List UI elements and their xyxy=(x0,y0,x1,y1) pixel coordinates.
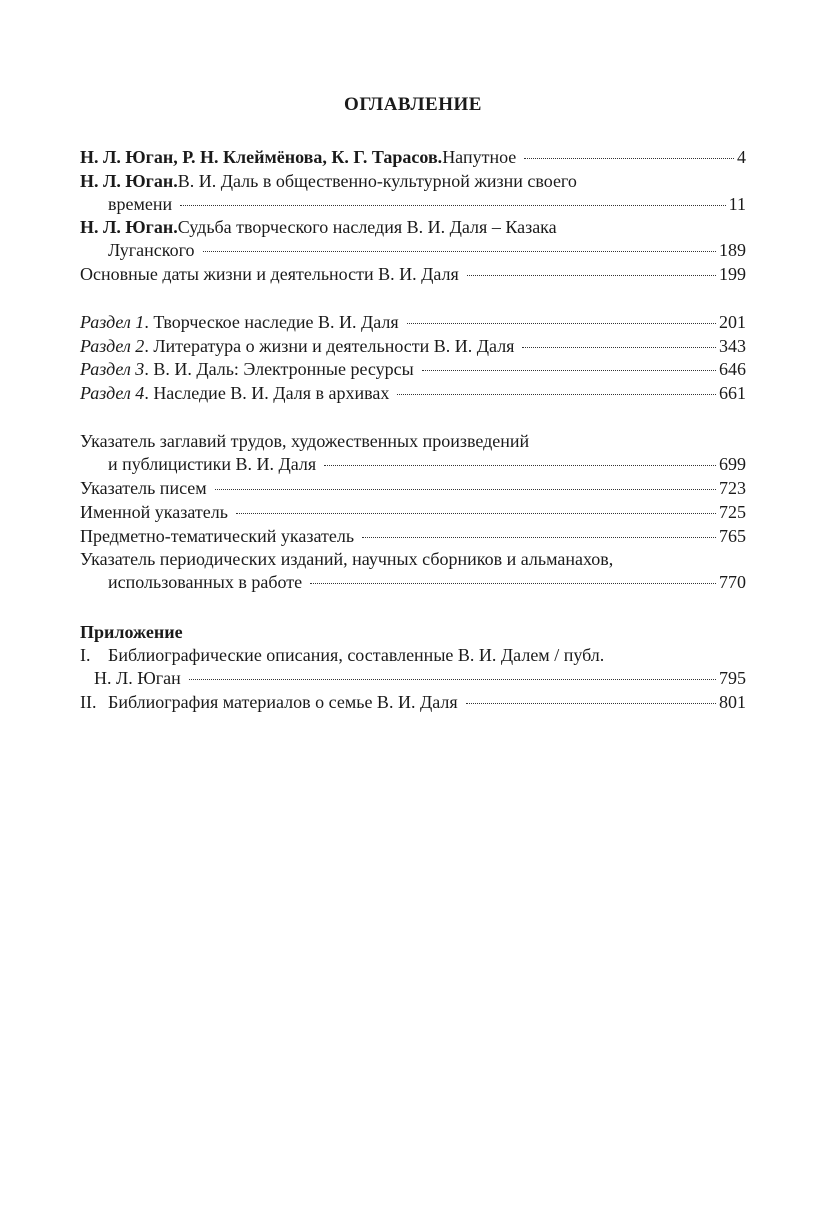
entry-title-cont: времени xyxy=(108,194,173,214)
index-title-cont: и публицистики В. И. Даля xyxy=(108,454,317,474)
dot-leader xyxy=(215,489,716,490)
dot-leader xyxy=(203,251,716,252)
appendix-entry xyxy=(80,691,746,714)
dot-leader xyxy=(467,275,716,276)
page-number: 343 xyxy=(719,336,746,356)
toc-section-entry xyxy=(80,311,746,334)
index-title: Указатель периодических изданий, научных сборников и альманахов, xyxy=(80,549,614,569)
dot-leader xyxy=(524,158,734,159)
toc-index-entry xyxy=(80,525,746,548)
appendix-title-cont: Н. Л. Юган xyxy=(94,668,181,688)
toc-index-entry xyxy=(80,501,746,524)
dot-leader xyxy=(466,703,716,704)
toc-entry xyxy=(80,263,746,286)
entry-authors: Н. Л. Юган, Р. Н. Клеймёнова, К. Г. Тарасов. xyxy=(80,147,443,167)
entry-title-cont: Луганского xyxy=(108,240,195,260)
index-title: Предметно-тематический указатель xyxy=(80,526,355,546)
dot-leader xyxy=(362,537,716,538)
toc-entry xyxy=(80,216,746,262)
dot-leader xyxy=(324,465,716,466)
toc-section-entry xyxy=(80,335,746,358)
roman-numeral: II. xyxy=(80,692,97,712)
section-title: . Наследие В. И. Даля в архивах xyxy=(144,383,390,403)
toc-index-entry xyxy=(80,477,746,500)
appendix-title: Библиография материалов о семье В. И. Даля xyxy=(108,692,458,712)
page-number: 189 xyxy=(719,240,746,260)
page-title: ОГЛАВЛЕНИЕ xyxy=(344,94,482,115)
page-number: 11 xyxy=(728,194,746,214)
dot-leader xyxy=(180,205,726,206)
roman-numeral: I. xyxy=(80,645,91,665)
toc-section-entry xyxy=(80,382,746,405)
page-number: 201 xyxy=(719,312,746,332)
page-number: 661 xyxy=(719,383,746,403)
entry-title: В. И. Даль в общественно-культурной жизни своего xyxy=(177,171,577,191)
dot-leader xyxy=(522,347,716,348)
dot-leader xyxy=(189,679,716,680)
page-number: 801 xyxy=(719,692,746,712)
section-label: Раздел 2 xyxy=(80,336,145,356)
section-title: . В. И. Даль: Электронные ресурсы xyxy=(144,359,414,379)
page-number: 770 xyxy=(719,572,746,592)
page-number: 4 xyxy=(737,147,746,167)
entry-title: Судьба творческого наследия В. И. Даля – Казака xyxy=(177,217,557,237)
index-title: Указатель заглавий трудов, художественных произведений xyxy=(80,431,530,451)
appendix-heading: Приложение xyxy=(80,622,183,642)
toc-index-entry xyxy=(80,548,746,594)
index-title: Указатель писем xyxy=(80,478,207,498)
page-number: 646 xyxy=(719,359,746,379)
page-number: 795 xyxy=(719,668,746,688)
dot-leader xyxy=(310,583,716,584)
index-title-cont: использованных в работе xyxy=(108,572,303,592)
section-title: . Творческое наследие В. И. Даля xyxy=(144,312,399,332)
section-label: Раздел 4 xyxy=(80,383,145,403)
section-title: . Литература о жизни и деятельности В. И. Даля xyxy=(144,336,515,356)
toc-section-entry xyxy=(80,358,746,381)
appendix-entry xyxy=(80,644,746,690)
page-number: 765 xyxy=(719,526,746,546)
dot-leader xyxy=(236,513,716,514)
page-number: 199 xyxy=(719,264,746,284)
toc-index-entry xyxy=(80,430,746,476)
dot-leader xyxy=(397,394,716,395)
entry-authors: Н. Л. Юган. xyxy=(80,217,178,237)
entry-title: Основные даты жизни и деятельности В. И. Даля xyxy=(80,264,459,284)
entry-title: Напутное xyxy=(442,147,517,167)
entry-authors: Н. Л. Юган. xyxy=(80,171,178,191)
dot-leader xyxy=(422,370,716,371)
toc-entry xyxy=(80,170,746,216)
page-number: 723 xyxy=(719,478,746,498)
dot-leader xyxy=(407,323,716,324)
section-label: Раздел 3 xyxy=(80,359,145,379)
toc-entry xyxy=(80,146,746,169)
page-number: 725 xyxy=(719,502,746,522)
index-title: Именной указатель xyxy=(80,502,228,522)
page-number: 699 xyxy=(719,454,746,474)
appendix-title: Библиографические описания, составленные В. И. Далем / публ. xyxy=(108,645,605,665)
section-label: Раздел 1 xyxy=(80,312,145,332)
